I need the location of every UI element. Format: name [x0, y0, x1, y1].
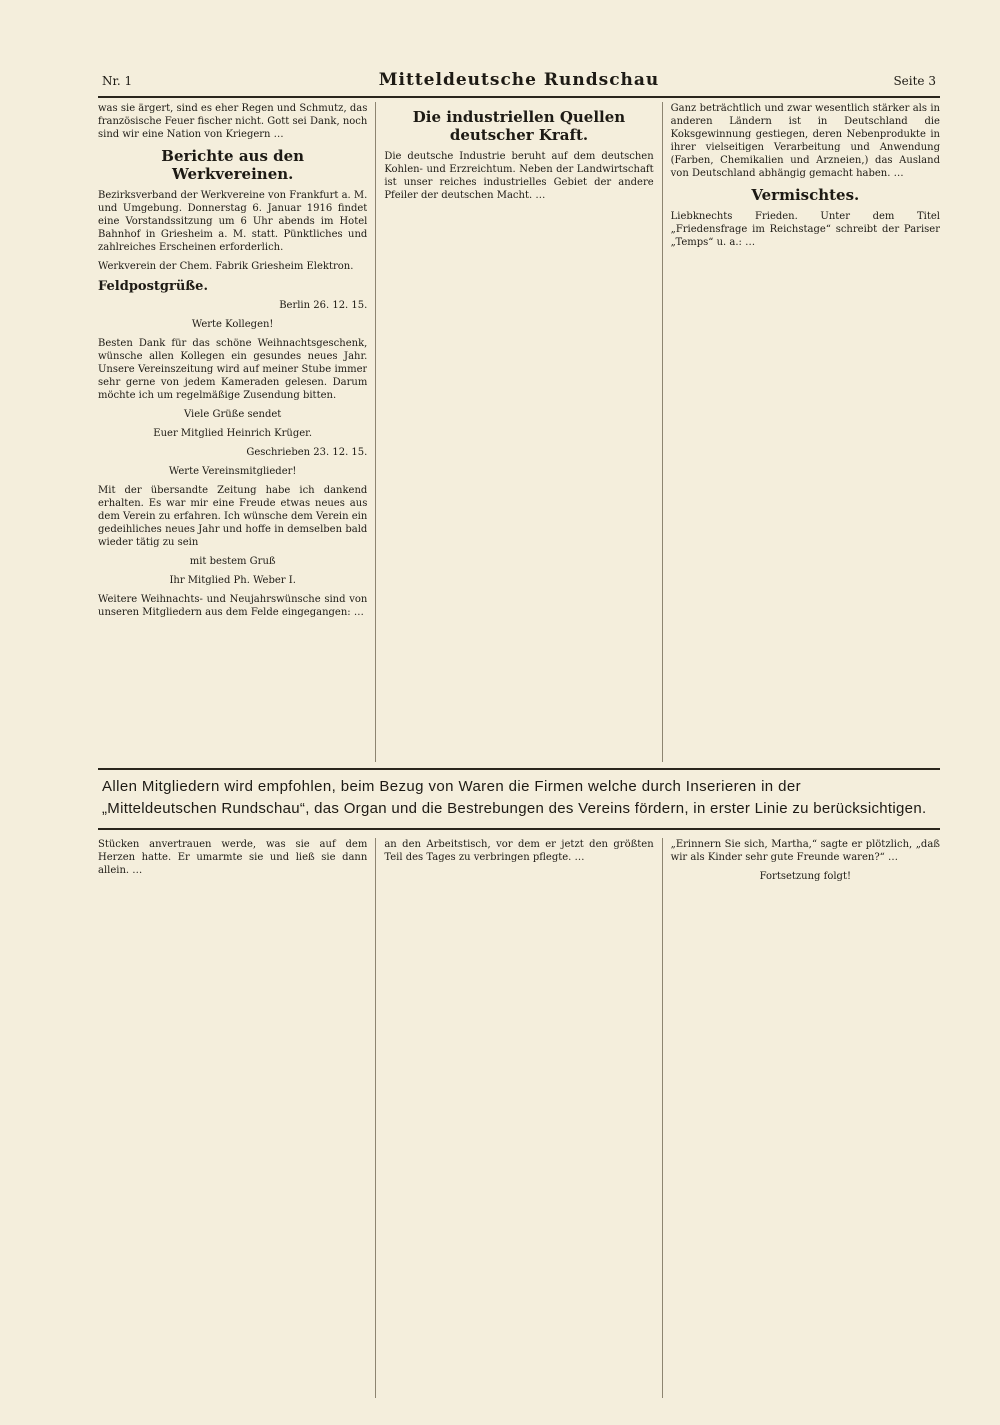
- heading-berichte: Berichte aus den Werkvereinen.: [161, 147, 305, 183]
- letter2-greeting: mit bestem Gruß: [189, 556, 276, 567]
- koks-text: Ganz beträchtlich und zwar wesentlich stärker als in anderen Ländern ist in Deutschland die Koksgewinnung gestiegen, deren Nebenprodukte in ihrer vielseitigen Verarbeitung und Anwendung (Farben, Chemikalien und Arzneien,) das Ausland von Deutschland abhängig gemacht haben. …: [670, 103, 940, 179]
- column-3: [662, 102, 940, 762]
- masthead-title: Mitteldeutsche Rundschau: [378, 70, 660, 90]
- letter2-signature: Ihr Mitglied Ph. Weber I.: [169, 575, 296, 586]
- story-column-2: [375, 838, 653, 1398]
- letter2-body: Mit der übersandte Zeitung habe ich dankend erhalten. Es war mir eine Freude etwas neues aus dem Verein zu erfahren. Ich wünsche dem Verein ein gedeihliches neues Jahr und hoffe in demselben bald wieder tätig zu sein: [98, 485, 368, 548]
- story-column-3: [662, 838, 940, 1398]
- issue-number: Nr. 1: [102, 74, 133, 88]
- heading-industrie: Die industriellen Quellen deutscher Kraft.: [412, 108, 626, 144]
- letter1-greeting: Viele Grüße sendet: [184, 409, 282, 420]
- werkverein-text: Werkverein der Chem. Fabrik Griesheim Elektron.: [98, 261, 354, 272]
- story-text-1: Stücken anvertrauen werde, was sie auf dem Herzen hatte. Er umarmte sie und ließ sie dann allein. …: [98, 839, 368, 876]
- notice-line-2: „Mitteldeutschen Rundschau“, das Organ und die Bestrebungen des Vereins fördern, in erster Linie zu berücksichtigen.: [102, 800, 927, 817]
- page-number: Seite 3: [893, 74, 936, 88]
- story-column-1: [98, 838, 367, 1398]
- bezirksverband-text: Bezirksverband der Werkvereine von Frankfurt a. M. und Umgebung. Donnerstag 6. Januar 1916 findet eine Vorstandssitzung um 6 Uhr abends im Hotel Bahnhof in Griesheim a. M. statt. Pünktliches und zahlreiches Erscheinen erforderlich.: [98, 190, 368, 253]
- letter1-signature: Euer Mitglied Heinrich Krüger.: [153, 428, 313, 439]
- letter2-place: Geschrieben 23. 12. 15.: [246, 447, 368, 458]
- advertising-notice: [98, 768, 940, 830]
- heading-vermischtes: Vermischtes.: [751, 186, 860, 204]
- column-2: [375, 102, 653, 762]
- column-1: [98, 102, 367, 762]
- top-columns: [98, 102, 940, 762]
- heading-feldpost: Feldpostgrüße.: [98, 279, 208, 294]
- continuation-note: Fortsetzung folgt!: [759, 871, 851, 882]
- story-text-3: „Erinnern Sie sich, Martha,“ sagte er plötzlich, „daß wir als Kinder sehr gute Freunde waren?“ …: [670, 839, 940, 863]
- notice-line-1: Allen Mitgliedern wird empfohlen, beim Bezug von Waren die Firmen welche durch Inserieren in der: [102, 778, 801, 795]
- letter1-place: Berlin 26. 12. 15.: [279, 300, 368, 311]
- letter2-salutation: Werte Vereinsmitglieder!: [168, 466, 297, 477]
- more-wishes-text: Weitere Weihnachts- und Neujahrswünsche sind von unseren Mitgliedern aus dem Felde eingegangen: …: [98, 594, 368, 618]
- newspaper-page: [98, 68, 940, 1398]
- story-text-2: an den Arbeitstisch, vor dem er jetzt den größten Teil des Tages zu verbringen pflegte. …: [384, 839, 654, 863]
- vermischtes-text: Liebknechts Frieden. Unter dem Titel „Friedensfrage im Reichstage“ schreibt der Pariser „Temps“ u. a.: …: [670, 211, 940, 248]
- letter1-salutation: Werte Kollegen!: [191, 319, 274, 330]
- page-header: [98, 68, 940, 98]
- intro-text: was sie ärgert, sind es eher Regen und Schmutz, das französische Feuer fischer nicht. Gott sei Dank, noch sind wir eine Nation von Kriegern …: [98, 103, 368, 140]
- industrie-text: Die deutsche Industrie beruht auf dem deutschen Kohlen- und Erzreichtum. Neben der Landwirtschaft ist unser reiches industrielles Gebiet der andere Pfeiler der deutschen Macht. …: [384, 151, 654, 201]
- letter1-body: Besten Dank für das schöne Weihnachtsgeschenk, wünsche allen Kollegen ein gesundes neues Jahr. Unsere Vereinszeitung wird auf meiner Stube immer sehr gerne von jedem Kameraden gelesen. Darum möchte ich um regelmäßige Zusendung bitten.: [98, 338, 368, 401]
- story-columns: [98, 838, 940, 1398]
